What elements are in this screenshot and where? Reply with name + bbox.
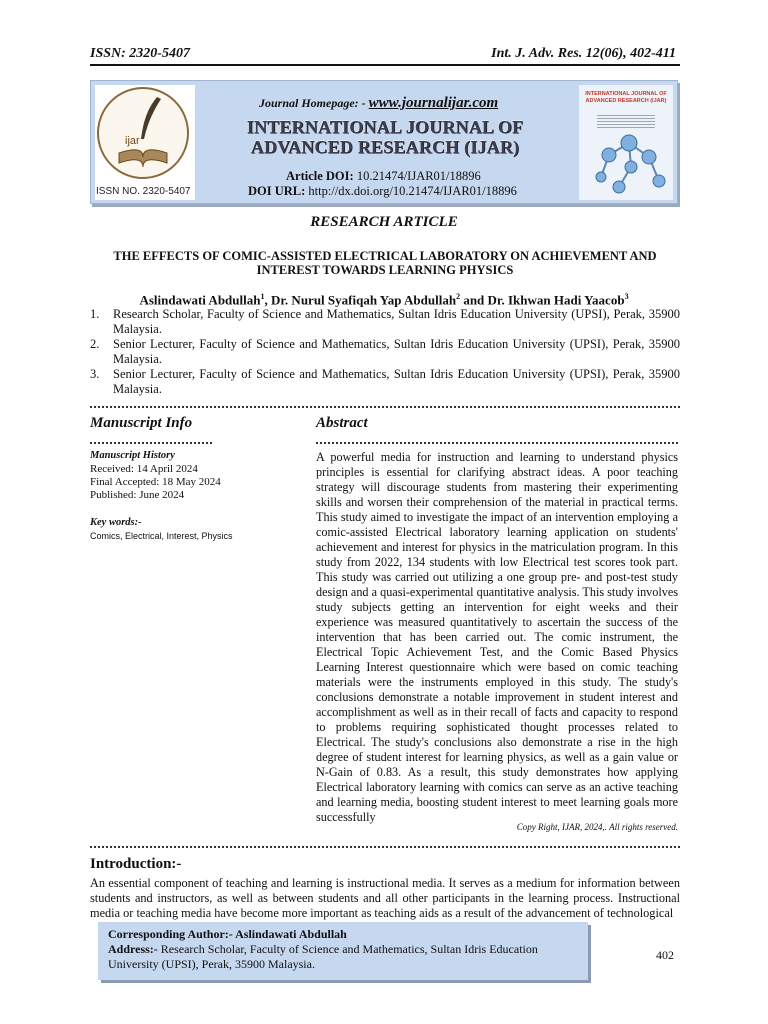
author-name: Dr. Nurul Syafiqah Yap Abdullah bbox=[270, 292, 457, 308]
corresponding-author-box bbox=[98, 922, 588, 980]
doi-url-label: DOI URL: bbox=[248, 184, 306, 198]
affiliation-text: Research Scholar, Faculty of Science and Mathematics, Sultan Idris Education University (UPSI), Perak, 35900 Malaysia. bbox=[113, 307, 680, 336]
manuscript-dotted-divider bbox=[90, 442, 212, 444]
logo-text: ijar bbox=[125, 135, 140, 147]
abstract-heading: Abstract bbox=[316, 415, 368, 431]
author-name: Dr. Ikhwan Hadi Yaacob bbox=[487, 292, 625, 308]
logo-issn: ISSN NO. 2320-5407 bbox=[96, 186, 191, 197]
corresponding-author-title: Corresponding Author:- Aslindawati Abdullah bbox=[108, 927, 347, 941]
journal-title bbox=[246, 117, 524, 157]
author-sup: 1 bbox=[260, 292, 265, 301]
doi-label: Article DOI: bbox=[286, 169, 354, 183]
journal-logo bbox=[95, 85, 195, 200]
homepage-link[interactable]: www.journalijar.com bbox=[368, 95, 499, 111]
affiliation-number: 2. bbox=[90, 337, 100, 351]
published-date: Published: June 2024 bbox=[90, 489, 185, 501]
molecule-graphic bbox=[579, 85, 673, 200]
keywords-label: Key words:- bbox=[90, 517, 142, 528]
doi-url-link[interactable]: http://dx.doi.org/10.21474/IJAR01/18896 bbox=[305, 184, 517, 198]
header-rule bbox=[90, 64, 680, 66]
dotted-divider bbox=[90, 406, 680, 408]
corresponding-address bbox=[108, 942, 578, 972]
logo-circle bbox=[97, 87, 189, 179]
manuscript-info-heading: Manuscript Info bbox=[90, 415, 193, 431]
doi-value: 10.21474/IJAR01/18896 bbox=[353, 169, 481, 183]
introduction-text: An essential component of teaching and learning is instructional media. It serves as a medium for information between students and instructors, as well as between students and all other participants in the learning process. Instructional media or teaching media have become more important as teaching aids as a result of the advancement of technological bbox=[90, 876, 680, 920]
keywords: Comics, Electrical, Interest, Physics bbox=[90, 531, 233, 541]
cover-title: INTERNATIONAL JOURNAL OF ADVANCED RESEARCH (IJAR) bbox=[585, 91, 667, 104]
author-name: Aslindawati Abdullah bbox=[139, 292, 261, 308]
received-date: Received: 14 April 2024 bbox=[90, 463, 198, 475]
quill-book-icon bbox=[99, 89, 187, 177]
article-type: RESEARCH ARTICLE bbox=[310, 214, 458, 230]
address-label: Address:- bbox=[108, 942, 158, 956]
accepted-date: Final Accepted: 18 May 2024 bbox=[90, 476, 221, 488]
page-number: 402 bbox=[656, 948, 674, 962]
journal-title-line1: INTERNATIONAL JOURNAL OF bbox=[246, 117, 524, 137]
author-sup: 3 bbox=[624, 292, 629, 301]
affiliation-number: 3. bbox=[90, 367, 100, 381]
doi-url bbox=[248, 184, 517, 199]
article-doi bbox=[286, 169, 481, 184]
journal-banner bbox=[90, 80, 678, 204]
dotted-divider bbox=[90, 846, 680, 848]
affiliation-text: Senior Lecturer, Faculty of Science and Mathematics, Sultan Idris Education University (UPSI), Perak, 35900 Malaysia. bbox=[113, 367, 680, 396]
journal-cover-image bbox=[579, 85, 673, 200]
abstract-text: A powerful media for instruction and learning to understand physics principles is essential for clarifying abstract ideas. A poor teaching strategy will discourage students from mastering their experimenting skills and worsen their comprehension of the material in practical terms. This study aimed to investigate the impact of an intervention employing a comic-assisted Electrical laboratory learning application on students' achievement and interest for physics in the matriculation program. In this study from 2022, 134 students with low Electrical test scores took part. This study was carried out utilizing a one group pre- and post-test study design and a quasi-experimental quantitative analysis. This study involves study subjects getting an intervention for eight weeks and their experience was measured quantitatively to ascertain the success of the intervention that has been carried out. The comic instrument, the Electrical Topic Achievement Test, and the Comic Based Physics Learning Interest questionnaire which were based on comic teaching materials were the instruments employed in this study. The study's conclusions demonstrate a notable improvement in student interest and accomplishment as well as in their recall of facts and capacity to respond to problems requiring sophisticated thought processes related to Electrical. The study's conclusions also demonstrate a rise in the high degree of student interest for learning physics, as well as a gain value or N-Gain of 0.83. As a result, this study demonstrates how applying Electrical laboratory learning with comics can serve as an active teaching and learning media, boosting student interest to meet learning goals more successfully bbox=[316, 450, 678, 824]
copyright-notice: Copy Right, IJAR, 2024,. All rights reserved. bbox=[516, 822, 678, 832]
issn-header: ISSN: 2320-5407 bbox=[90, 46, 190, 61]
homepage-line bbox=[259, 95, 498, 112]
author-sup: 2 bbox=[456, 292, 461, 301]
affiliation-number: 1. bbox=[90, 307, 100, 321]
introduction-heading: Introduction:- bbox=[90, 856, 182, 872]
affiliation-text: Senior Lecturer, Faculty of Science and Mathematics, Sultan Idris Education University (UPSI), Perak, 35900 Malaysia. bbox=[113, 337, 680, 366]
address-text: Research Scholar, Faculty of Science and Mathematics, Sultan Idris Education University (UPSI), Perak, 35900 Malaysia. bbox=[108, 942, 538, 971]
manuscript-history-label: Manuscript History bbox=[90, 450, 175, 461]
homepage-label: Journal Homepage: - bbox=[259, 96, 369, 110]
author-list: Aslindawati Abdullah$^1$, Dr. Nurul Syafiqah Yap Abdullah$^2$ and Dr. Ikhwan Hadi Yaacob$^3$ bbox=[139, 292, 629, 308]
citation-header: Int. J. Adv. Res. 12(06), 402-411 bbox=[491, 46, 676, 61]
abstract-dotted-divider bbox=[316, 442, 678, 444]
journal-title-line2: ADVANCED RESEARCH (IJAR) bbox=[250, 137, 520, 157]
article-title: THE EFFECTS OF COMIC-ASSISTED ELECTRICAL LABORATORY ON ACHIEVEMENT AND INTEREST TOWARDS LEARNING PHYSICS bbox=[113, 249, 657, 277]
